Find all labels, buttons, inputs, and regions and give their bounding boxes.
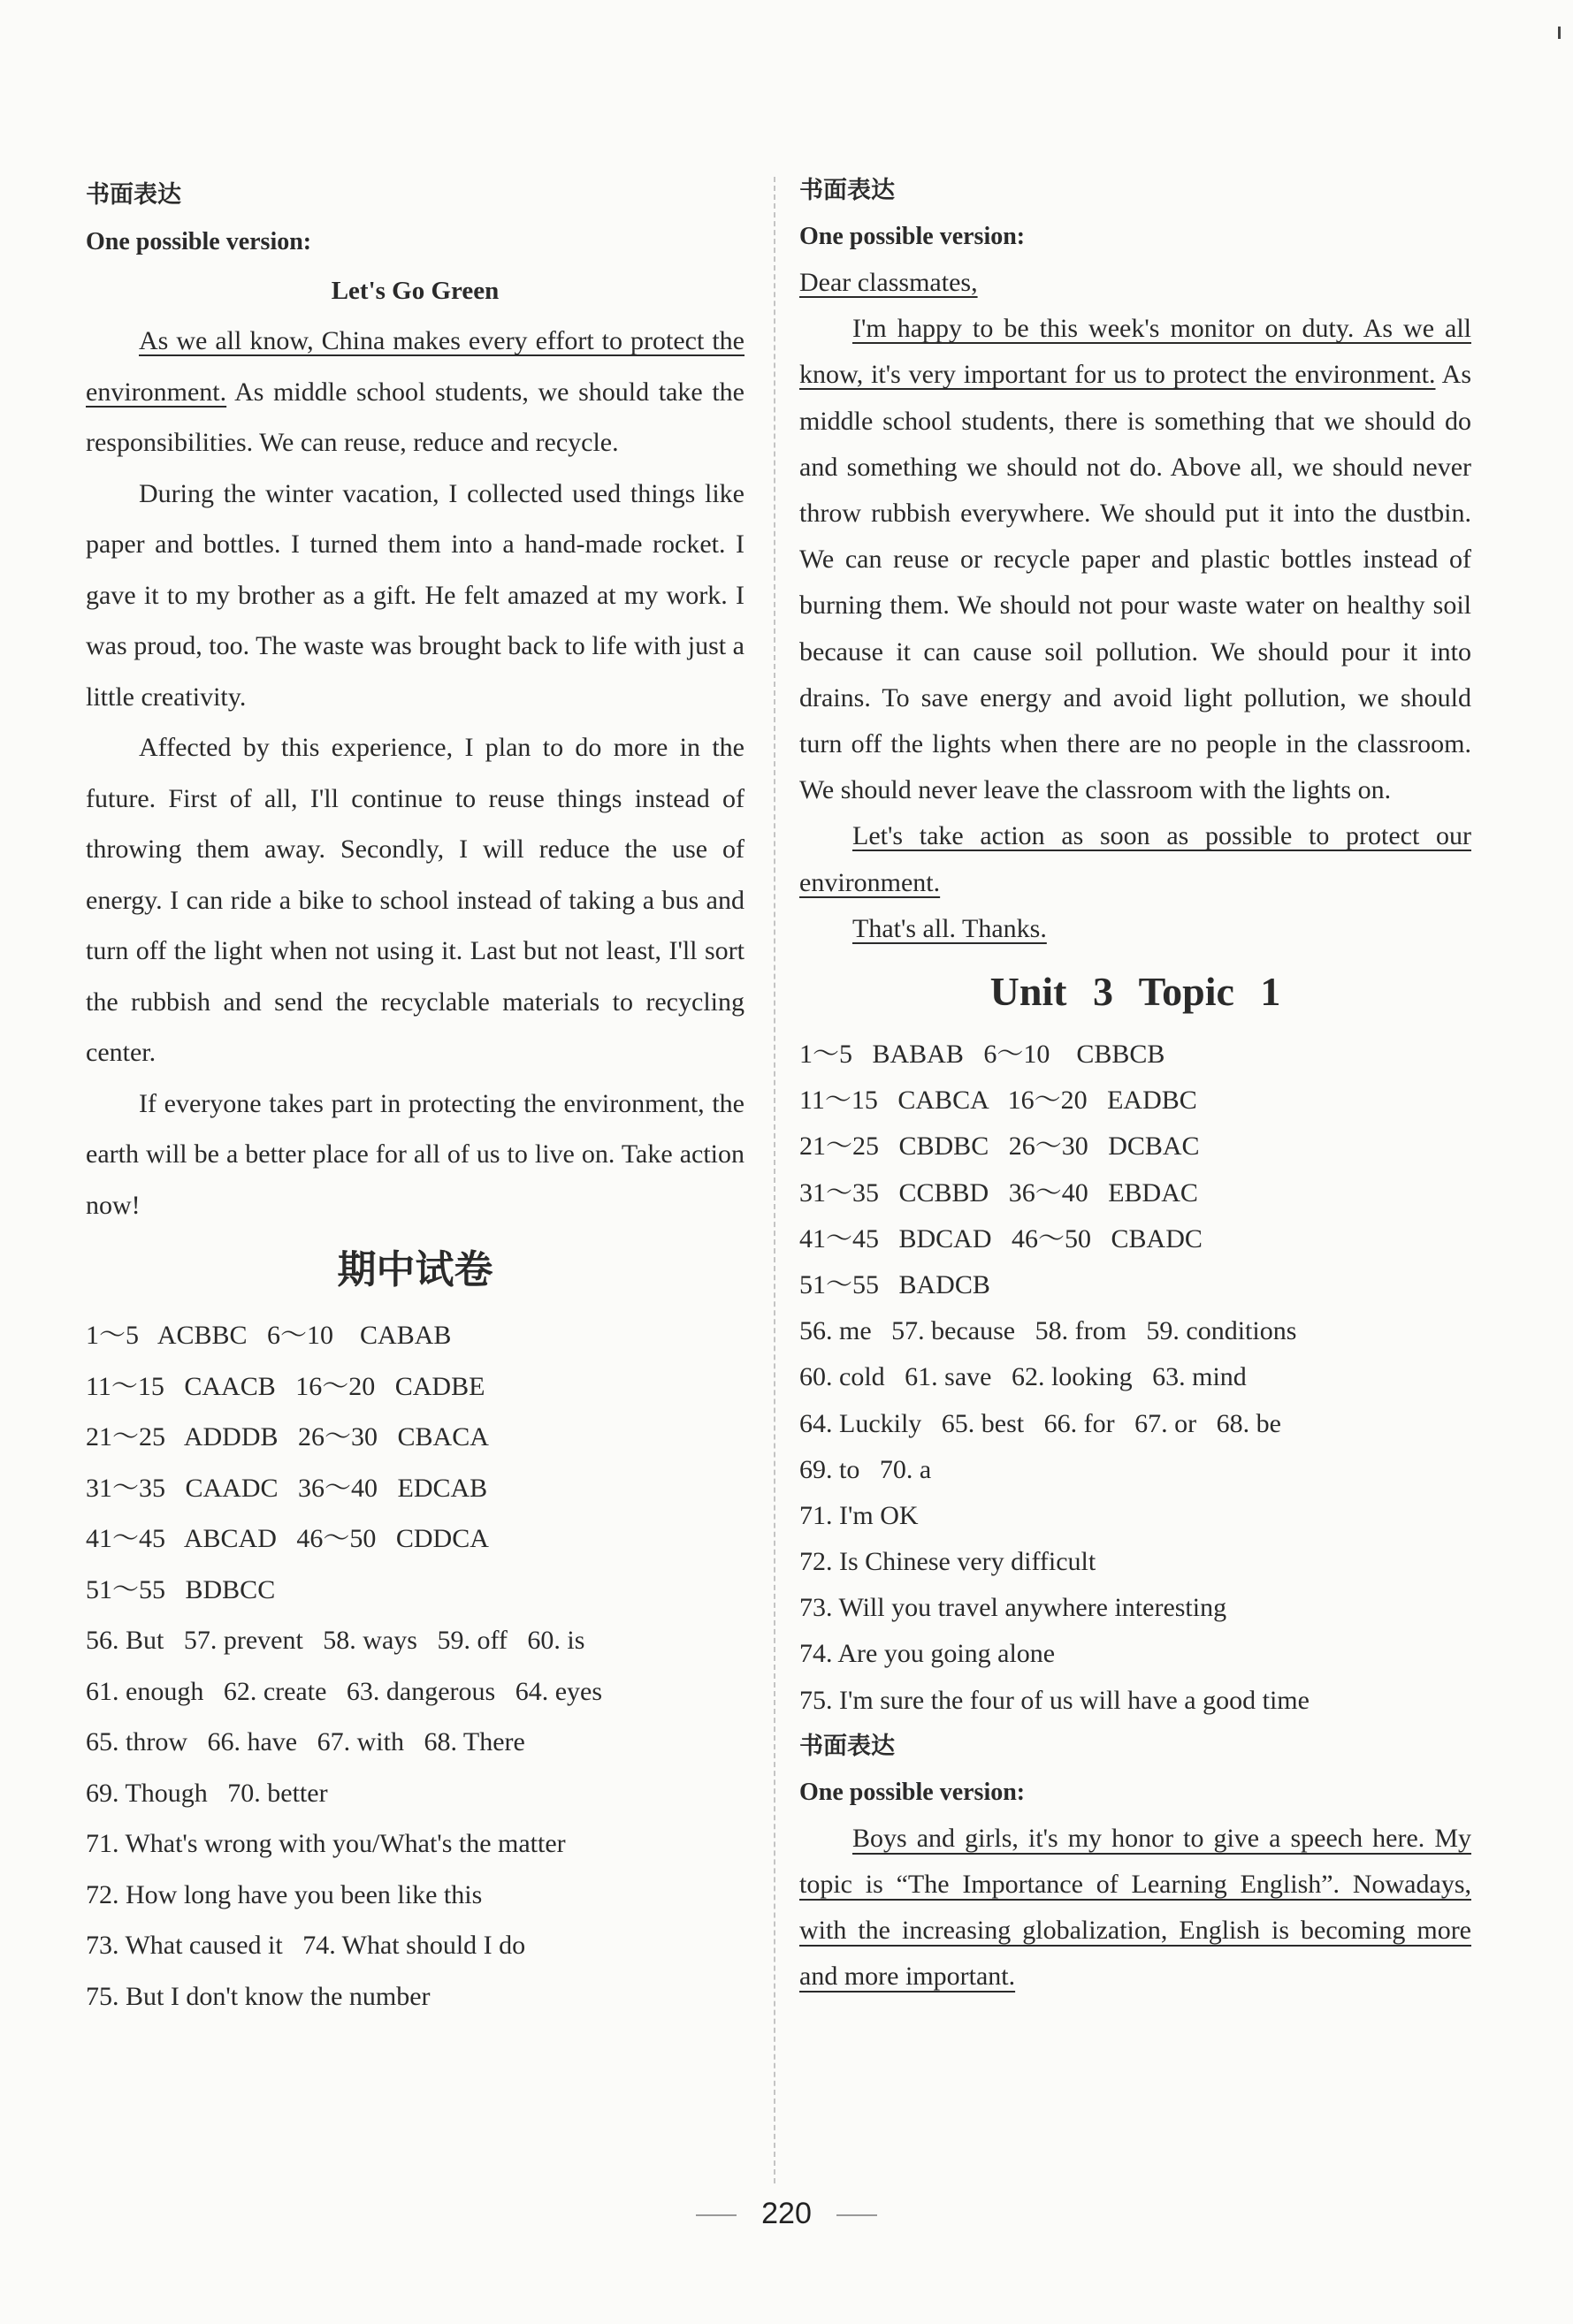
essay-paragraph: [86, 722, 745, 1078]
column-divider: [774, 177, 775, 2183]
answer-line: 71. I'm OK: [799, 1500, 919, 1530]
letter-body: [799, 260, 1471, 952]
version-label: One possible version:: [799, 1778, 1026, 1806]
answer-line: 73. What caused it 74. What should I do: [86, 1931, 526, 1960]
version-label: One possible version:: [799, 223, 1026, 250]
answer-line: 51～55 BDBCC: [86, 1574, 276, 1604]
essay-title: Let's Go Green: [331, 277, 500, 305]
page-dash-right: [836, 2214, 877, 2216]
answer-line: 11～15 CABCA 16～20 EADBC: [799, 1086, 1197, 1116]
underlined-sentence: Let's take action as soon as possible to protect our environment.: [799, 821, 1471, 897]
salutation-text: Dear classmates,: [799, 268, 978, 297]
unit-answers: [799, 1032, 1471, 1724]
answer-line: 21～25 CBDBC 26～30 DCBAC: [799, 1132, 1200, 1162]
letter-paragraph: [799, 306, 1471, 813]
letter-paragraph: [799, 906, 1471, 952]
answer-line: 75. I'm sure the four of us will have a good time: [799, 1685, 1310, 1715]
answer-line: 31～35 CAADC 36～40 EDCAB: [86, 1473, 488, 1503]
answer-line: 75. But I don't know the number: [86, 1981, 431, 2011]
speech-body: [799, 1816, 1471, 2000]
page-number: 220: [761, 2197, 812, 2230]
writing-heading: 书面表达: [799, 1732, 895, 1760]
answer-line: 69. to 70. a: [799, 1454, 932, 1484]
underlined-sentence: I'm happy to be this week's monitor on duty. As we all know, it's very important for us to protect the environment.: [799, 314, 1471, 390]
answer-line: 56. But 57. prevent 58. ways 59. off 60. is: [86, 1626, 585, 1655]
paragraph-text: If everyone takes part in protecting the environment, the earth will be a better place for all of us to live on. Take action now!: [86, 1088, 745, 1220]
left-column: [86, 172, 745, 2022]
essay-paragraph: [86, 316, 745, 469]
midterm-title: 期中试卷: [337, 1247, 493, 1292]
answer-line: 51～55 BADCB: [799, 1269, 990, 1299]
speech-paragraph: [799, 1816, 1471, 2000]
right-column: [799, 168, 1471, 2000]
answer-line: 73. Will you travel anywhere interesting: [799, 1593, 1227, 1623]
salutation: [799, 260, 1471, 306]
midterm-answers: [86, 1310, 745, 2022]
underlined-sentence: That's all. Thanks.: [852, 913, 1047, 943]
unit-title: Unit 3 Topic 1: [989, 969, 1281, 1015]
paragraph-text: As middle school students, we should take the responsibilities. We can reuse, reduce and recycle.: [86, 377, 745, 457]
answer-line: 74. Are you going alone: [799, 1639, 1056, 1669]
answer-line: 41～45 BDCAD 46～50 CBADC: [799, 1223, 1203, 1253]
answer-line: 1～5 BABAB 6～10 CBBCB: [799, 1040, 1165, 1070]
writing-heading: 书面表达: [799, 177, 895, 204]
paragraph-text: Affected by this experience, I plan to do more in the future. First of all, I'll continue to reuse things instead of throwing them away. Secondly, I will reduce the use of energy. I can ride a bike to school instead of taking a bus and turn off the light when not using it. Last but not least, I'll sort the rubbish and send the recyclable materials to recycling center.: [86, 733, 745, 1067]
answer-line: 21～25 ADDDB 26～30 CBACA: [86, 1422, 489, 1452]
scan-mark: [1558, 27, 1561, 39]
answer-line: 72. Is Chinese very difficult: [799, 1547, 1096, 1577]
paragraph-text: During the winter vacation, I collected used things like paper and bottles. I turned them into a hand-made rocket. I gave it to my brother as a gift. He felt amazed at my work. I was proud, too. The waste was brought back to life with just a little creativity.: [86, 478, 745, 712]
answer-line: 41～45 ABCAD 46～50 CDDCA: [86, 1524, 489, 1553]
essay-paragraph: [86, 1078, 745, 1231]
answer-line: 72. How long have you been like this: [86, 1879, 483, 1909]
essay-paragraph: [86, 469, 745, 723]
answer-line: 11～15 CAACB 16～20 CADBE: [86, 1371, 485, 1401]
page-dash-left: [696, 2214, 737, 2216]
answer-line: 31～35 CCBBD 36～40 EBDAC: [799, 1177, 1198, 1208]
answer-line: 56. me 57. because 58. from 59. conditions: [799, 1316, 1297, 1346]
version-label: One possible version:: [86, 228, 312, 255]
underlined-sentence: As we all know, China makes every effort to protect the environment.: [86, 326, 745, 407]
answer-line: 60. cold 61. save 62. looking 63. mind: [799, 1362, 1247, 1392]
paragraph-text: As middle school students, there is something that we should do and something we should not do. Above all, we should never throw rubbish everywhere. We should put it into the dustbin. We can reuse or recycle paper and plastic bottles instead of burning them. We should not pour waste water on healthy soil because it can cause soil pollution. We should pour it into drains. To save energy and avoid light pollution, we should turn off the lights when there are no people in the classroom. We should never leave the classroom with the lights on.: [799, 360, 1472, 805]
answer-line: 1～5 ACBBC 6～10 CABAB: [86, 1321, 452, 1350]
letter-paragraph: [799, 813, 1471, 905]
essay-body: [86, 316, 745, 1231]
page-number-area: [0, 2197, 1573, 2231]
answer-line: 69. Though 70. better: [86, 1778, 328, 1808]
answer-line: 61. enough 62. create 63. dangerous 64. eyes: [86, 1676, 603, 1706]
underlined-sentence: Boys and girls, it's my honor to give a speech here. My topic is “The Importance of Learning English”. Nowadays, with the increasing globalization, English is becoming more and more important.: [799, 1823, 1471, 1992]
answer-line: 65. throw 66. have 67. with 68. There: [86, 1727, 525, 1756]
answer-line: 64. Luckily 65. best 66. for 67. or 68. be: [799, 1408, 1281, 1438]
answer-line: 71. What's wrong with you/What's the matter: [86, 1829, 566, 1858]
writing-heading: 书面表达: [86, 181, 181, 209]
